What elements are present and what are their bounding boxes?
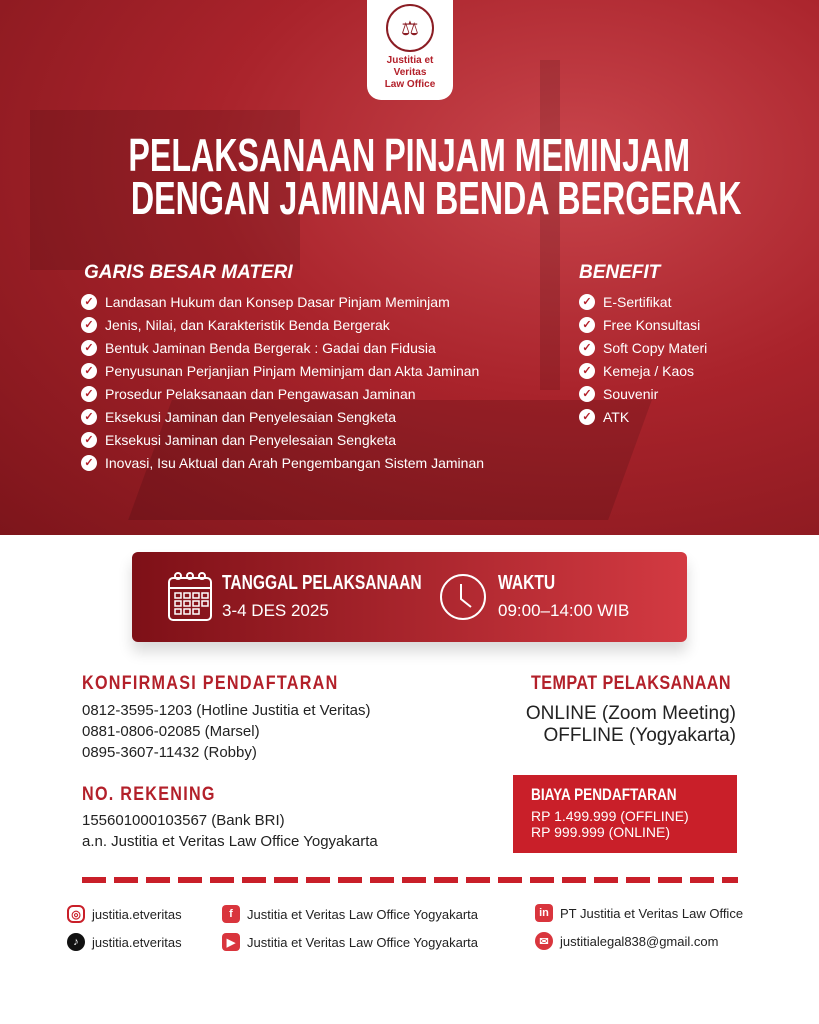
contact-hotline: 0812-3595-1203 (Hotline Justitia et Veritas) [82, 702, 371, 719]
materi-item [81, 405, 484, 428]
check-icon: ✓ [81, 386, 97, 402]
materi-item [81, 290, 484, 313]
contact-robby: 0895-3607-11432 (Robby) [82, 744, 257, 761]
materi-item [81, 451, 484, 474]
materi-item-label: Inovasi, Isu Aktual dan Arah Pengembangan Sistem Jaminan [105, 454, 485, 471]
scale-seal-icon: ⚖ [386, 4, 434, 52]
benefit-heading: BENEFIT [579, 262, 661, 283]
benefit-item-label: E-Sertifikat [603, 293, 672, 310]
email-address: justitialegal838@gmail.com [560, 933, 719, 949]
time-value: 09:00–14:00 WIB [498, 601, 630, 620]
benefit-item [579, 405, 707, 428]
benefit-item [579, 313, 707, 336]
logo-text: Law Office [384, 79, 436, 90]
benefit-item-label: ATK [603, 408, 630, 425]
check-icon: ✓ [81, 455, 97, 471]
venue-online: ONLINE (Zoom Meeting) [525, 703, 736, 724]
contact-marsel: 0881-0806-02085 (Marsel) [82, 723, 260, 740]
logo [367, 0, 453, 100]
fee-box [513, 775, 737, 853]
clock-icon [439, 573, 487, 621]
logo-text: Veritas [393, 67, 427, 78]
fee-heading: BIAYA PENDAFTARAN [531, 785, 677, 804]
instagram-handle: justitia.etveritas [92, 906, 182, 922]
benefit-item-label: Soft Copy Materi [603, 339, 708, 356]
linkedin-icon: in [535, 904, 553, 922]
check-icon: ✓ [81, 294, 97, 310]
check-icon: ✓ [81, 409, 97, 425]
materi-item [81, 336, 484, 359]
check-icon: ✓ [81, 317, 97, 333]
materi-list [81, 290, 484, 474]
check-icon: ✓ [579, 340, 595, 356]
youtube-icon: ▶ [222, 933, 240, 951]
email-icon: ✉ [535, 932, 553, 950]
benefit-item-label: Souvenir [603, 385, 659, 402]
fee-offline: RP 1.499.999 (OFFLINE) [531, 808, 689, 824]
facebook-icon: f [222, 905, 240, 923]
youtube-name: Justitia et Veritas Law Office Yogyakarta [247, 934, 479, 950]
check-icon: ✓ [579, 294, 595, 310]
materi-item [81, 359, 484, 382]
linkedin-name: PT Justitia et Veritas Law Office [560, 905, 744, 921]
time-label: WAKTU [498, 572, 556, 594]
benefit-list [579, 290, 707, 428]
check-icon: ✓ [579, 363, 595, 379]
date-value: 3-4 DES 2025 [222, 601, 329, 620]
facebook-name: Justitia et Veritas Law Office Yogyakarta [247, 906, 479, 922]
materi-item-label: Bentuk Jaminan Benda Bergerak : Gadai dan Fidusia [105, 339, 436, 356]
materi-heading: GARIS BESAR MATERI [84, 262, 293, 283]
materi-item-label: Penyusunan Perjanjian Pinjam Meminjam dan Akta Jaminan [105, 362, 480, 379]
materi-item-label: Jenis, Nilai, dan Karakteristik Benda Bergerak [105, 316, 390, 333]
benefit-item [579, 359, 707, 382]
youtube-link[interactable] [222, 933, 478, 951]
materi-item-label: Eksekusi Jaminan dan Penyelesaian Sengketa [105, 431, 397, 448]
schedule-band [132, 552, 687, 642]
benefit-item [579, 336, 707, 359]
page-title: DENGAN JAMINAN BENDA BERGERAK [130, 172, 742, 224]
check-icon: ✓ [579, 409, 595, 425]
materi-item [81, 428, 484, 451]
materi-item [81, 382, 484, 405]
benefit-item-label: Kemeja / Kaos [603, 362, 695, 379]
scale-of-justice-image [540, 60, 560, 390]
tiktok-link[interactable] [67, 933, 182, 951]
materi-item-label: Prosedur Pelaksanaan dan Pengawasan Jaminan [105, 385, 416, 402]
tiktok-icon: ♪ [67, 933, 85, 951]
account-number: 155601000103567 (Bank BRI) [82, 812, 285, 829]
page-title: PELAKSANAAN PINJAM MEMINJAM [128, 129, 691, 181]
calendar-icon [166, 570, 214, 624]
logo-text: Justitia et [386, 55, 434, 66]
email-link[interactable] [535, 932, 718, 950]
facebook-link[interactable] [222, 905, 478, 923]
check-icon: ✓ [579, 317, 595, 333]
venue-offline: OFFLINE (Yogyakarta) [543, 725, 736, 746]
linkedin-link[interactable] [535, 904, 743, 922]
check-icon: ✓ [81, 363, 97, 379]
fee-online: RP 999.999 (ONLINE) [531, 824, 671, 840]
account-heading: NO. REKENING [82, 784, 216, 805]
materi-item [81, 313, 484, 336]
instagram-icon: ◎ [67, 905, 85, 923]
benefit-item [579, 382, 707, 405]
materi-item-label: Eksekusi Jaminan dan Penyelesaian Sengketa [105, 408, 397, 425]
registration-heading: KONFIRMASI PENDAFTARAN [82, 673, 339, 694]
check-icon: ✓ [81, 340, 97, 356]
instagram-link[interactable] [67, 905, 182, 923]
date-label: TANGGAL PELAKSANAAN [222, 572, 422, 594]
benefit-item [579, 290, 707, 313]
venue-heading: TEMPAT PELAKSANAAN [531, 673, 731, 694]
divider [82, 877, 738, 883]
benefit-item-label: Free Konsultasi [603, 316, 701, 333]
tiktok-handle: justitia.etveritas [92, 934, 182, 950]
check-icon: ✓ [81, 432, 97, 448]
account-holder: a.n. Justitia et Veritas Law Office Yogyakarta [82, 833, 378, 850]
materi-item-label: Landasan Hukum dan Konsep Dasar Pinjam Meminjam [105, 293, 450, 310]
check-icon: ✓ [579, 386, 595, 402]
